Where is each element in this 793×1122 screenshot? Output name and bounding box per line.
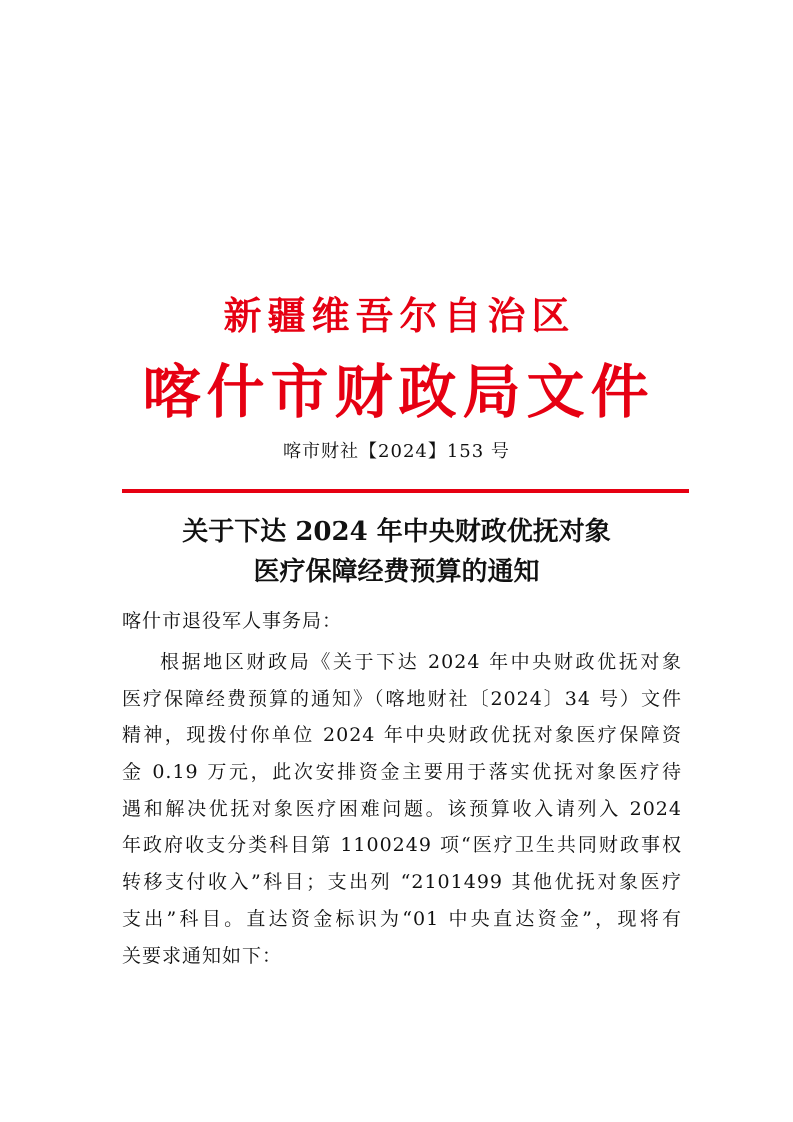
body-line: 根据地区财政局《关于下达 2024 年中央财政优抚对象	[160, 651, 682, 673]
body-line: 精神，现拨付你单位 2024 年中央财政优抚对象医疗保障资	[122, 724, 682, 747]
body-line: 遇和解决优抚对象医疗困难问题。该预算收入请列入 2024	[122, 797, 682, 820]
body-line: 医疗保障经费预算的通知》（喀地财社〔2024〕34 号）文件	[122, 687, 682, 710]
body-line: 金 0.19 万元，此次安排资金主要用于落实优抚对象医疗待	[122, 761, 682, 784]
issuer-document-title: 喀什市财政局文件	[142, 358, 655, 426]
notice-title	[0, 512, 793, 592]
body-line: 转移支付收入”科目；支出列 “2101499 其他优抚对象医疗	[122, 871, 682, 894]
issuing-region-title: 新疆维吾尔自治区	[223, 294, 576, 338]
notice-title-line: 医疗保障经费预算的通知	[253, 557, 540, 587]
body-line: 年政府收支分类科目第 1100249 项“医疗卫生共同财政事权	[122, 834, 682, 857]
body-line: 关要求通知如下：	[122, 944, 283, 967]
red-separator-line	[122, 489, 689, 493]
recipient-line: 喀什市退役军人事务局：	[122, 610, 343, 632]
body-paragraph	[122, 644, 682, 974]
notice-title-line: 关于下达 2024 年中央财政优抚对象	[182, 517, 611, 547]
document-number: 喀市财社【2024】153 号	[283, 441, 510, 462]
body-line: 支出”科目。直达资金标识为“01 中央直达资金”，现将有	[122, 907, 682, 930]
